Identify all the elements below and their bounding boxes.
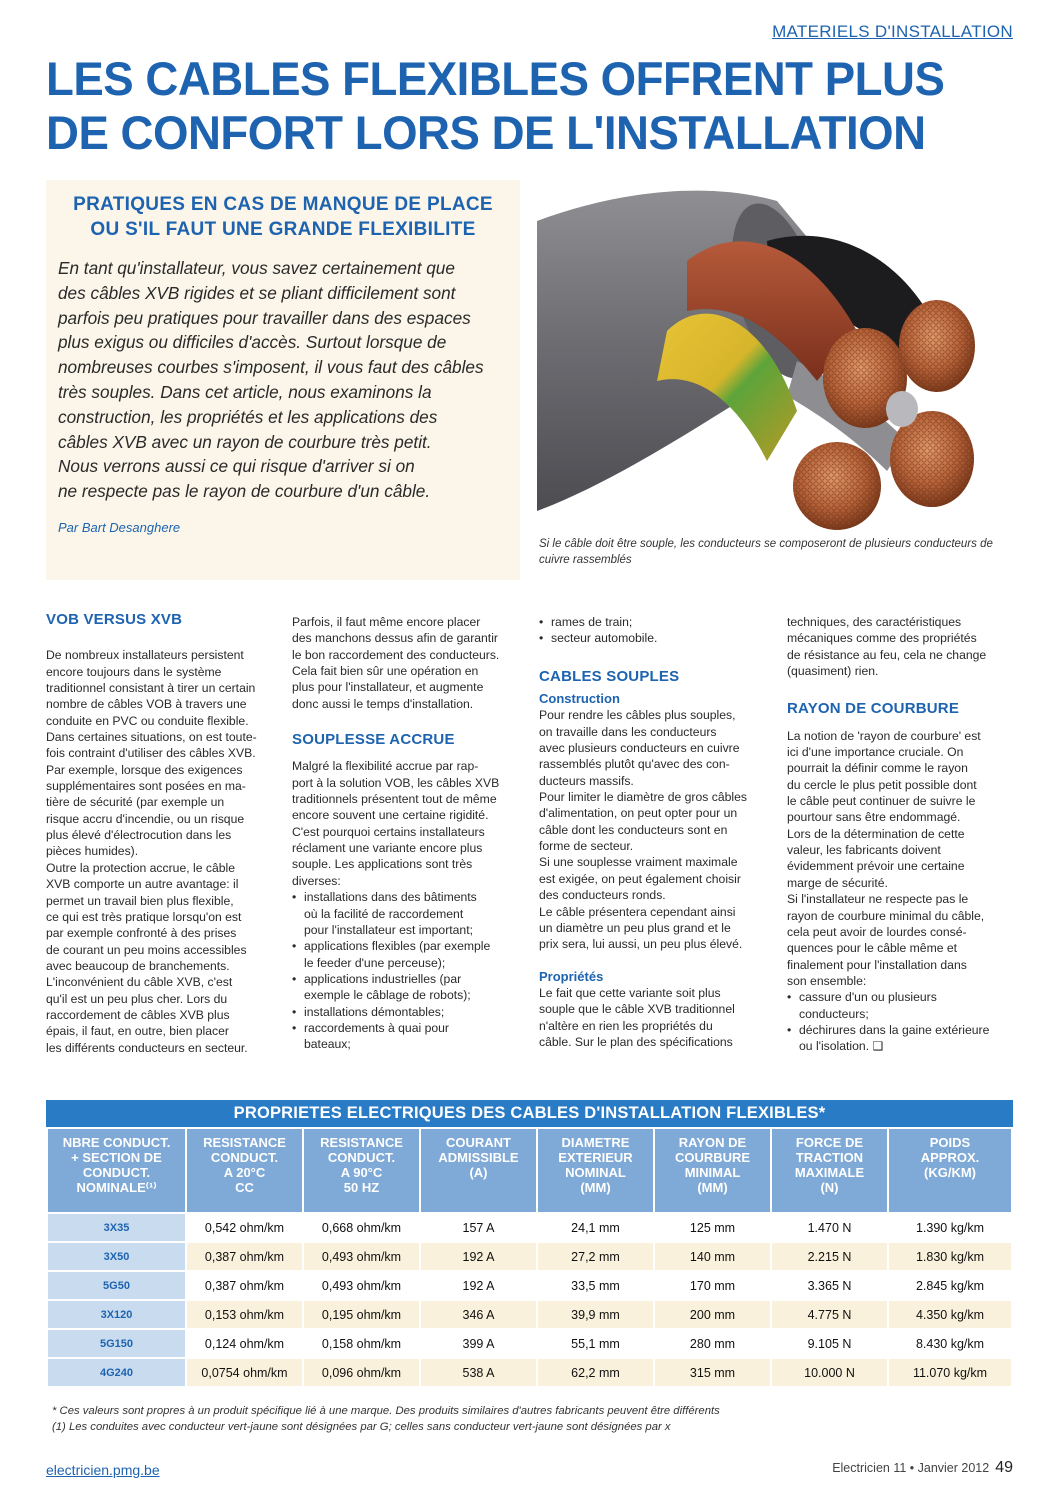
properties-grid — [46, 1127, 1013, 1388]
col4-line: valeur, les fabricants doivent — [787, 843, 941, 858]
table-cell: 0,195 ohm/km — [304, 1301, 419, 1328]
table-cell: 315 mm — [655, 1359, 770, 1386]
table-cell: 0,493 ohm/km — [304, 1243, 419, 1270]
list-item-line: • cassure d'un ou plusieurs — [799, 990, 937, 1005]
table-cell: 140 mm — [655, 1243, 770, 1270]
column-header: NBRE CONDUCT. + SECTION DE CONDUCT. NOMINALE⁽¹⁾ — [48, 1129, 185, 1212]
column-2 — [292, 614, 514, 1053]
col3-line: on travaille dans les conducteurs — [539, 724, 717, 739]
col3-line: d'alimentation, on peut opter pour un — [539, 806, 738, 821]
col2-line: plus pour l'installateur, et augmente — [292, 680, 484, 695]
table-cell: 3X50 — [48, 1243, 185, 1270]
properties-table — [46, 1100, 1013, 1388]
col1-line: plus élevé d'électrocution dans les — [46, 828, 232, 843]
col1-line: Dans certaines situations, on est toute- — [46, 730, 257, 745]
intro-title — [46, 192, 520, 242]
col1-line: qu'il est un peu plus cher. Lors du — [46, 991, 228, 1006]
col1-line: les différents conducteurs en secteur. — [46, 1040, 248, 1055]
col1-line: fois contraint d'utiliser des câbles XVB. — [46, 746, 256, 761]
col1-line: par exemple confronté à des prises — [46, 926, 237, 941]
column-header: DIAMETRE EXTERIEUR NOMINAL (MM) — [538, 1129, 653, 1212]
col2-line: traditionnels présentent tout de même — [292, 792, 497, 807]
list-item — [292, 938, 514, 971]
list-item — [292, 1004, 514, 1020]
table-cell: 399 A — [421, 1330, 536, 1357]
section-label: MATERIELS D'INSTALLATION — [772, 22, 1013, 41]
applications-list — [292, 889, 514, 1052]
col4-line: La notion de 'rayon de courbure' est — [787, 728, 981, 743]
list-item-line: bateaux; — [304, 1037, 351, 1052]
heading-souplesse-accrue: SOUPLESSE ACCRUE — [292, 731, 455, 749]
table-cell: 2.845 kg/km — [889, 1272, 1011, 1299]
col1-line: conduite en PVC ou conduite flexible. — [46, 713, 249, 728]
list-item-line: exemple le câblage de robots); — [304, 988, 471, 1003]
table-header-row — [48, 1129, 1011, 1212]
table-cell: 33,5 mm — [538, 1272, 653, 1299]
col3-line: n'altère en rien les propriétés du — [539, 1018, 713, 1033]
table-cell: 280 mm — [655, 1330, 770, 1357]
col4-line: son ensemble: — [787, 973, 867, 988]
table-cell: 5G50 — [48, 1272, 185, 1299]
col1-line: épais, il faut, en outre, bien placer — [46, 1024, 229, 1039]
table-cell: 0,0754 ohm/km — [187, 1359, 302, 1386]
col4-line: le câble peut continuer de suivre le — [787, 794, 976, 809]
list-item-line: • raccordements à quai pour — [304, 1020, 449, 1035]
col4-line: cela peut avoir de lourdes consé- — [787, 924, 967, 939]
col4-line: finalement pour l'installation dans — [787, 957, 967, 972]
col2-line: Malgré la flexibilité accrue par rap- — [292, 759, 479, 774]
list-item-line: pour l'installateur est important; — [304, 922, 473, 937]
col4-line: quences pour le câble même et — [787, 941, 958, 956]
list-item-line: ou l'isolation. ❑ — [799, 1039, 884, 1054]
col3-line: un diamètre un peu plus grand et le — [539, 920, 731, 935]
table-cell: 157 A — [421, 1214, 536, 1241]
column-header: RESISTANCE CONDUCT. A 90°C 50 HZ — [304, 1129, 419, 1212]
table-cell: 200 mm — [655, 1301, 770, 1328]
col2-line: port à la solution VOB, les câbles XVB — [292, 775, 500, 790]
table-cell: 192 A — [421, 1272, 536, 1299]
col4-line: pourrait la définir comme le rayon — [787, 761, 968, 776]
intro-line: plus exigus ou difficiles d'accès. Surtout lorsque de — [58, 332, 447, 353]
list-item-line: • installations démontables; — [304, 1004, 445, 1019]
list-item-line: • secteur automobile. — [551, 631, 658, 646]
col3-line: avec plusieurs conducteurs en cuivre — [539, 741, 740, 756]
table-title: PROPRIETES ELECTRIQUES DES CABLES D'INSTALLATION FLEXIBLES* — [46, 1100, 1013, 1127]
col1-line: traditionnel consistant à tirer un certain — [46, 681, 256, 696]
col1-line: nombre de câbles VOB à travers une — [46, 697, 247, 712]
footer-issue — [832, 1459, 1013, 1477]
list-item — [292, 971, 514, 1004]
table-cell: 538 A — [421, 1359, 536, 1386]
intro-line: ne respecte pas le rayon de courbure d'un câble. — [58, 481, 431, 502]
table-cell: 11.070 kg/km — [889, 1359, 1011, 1386]
table-cell: 4.775 N — [772, 1301, 887, 1328]
col1-line: L'inconvénient du câble XVB, c'est — [46, 975, 233, 990]
table-cell: 0,158 ohm/km — [304, 1330, 419, 1357]
col1-line: Outre la protection accrue, le câble — [46, 860, 236, 875]
list-item — [787, 1022, 1009, 1055]
table-cell: 192 A — [421, 1243, 536, 1270]
list-item-line: • applications flexibles (par exemple — [304, 939, 491, 954]
table-cell: 1.470 N — [772, 1214, 887, 1241]
table-cell: 8.430 kg/km — [889, 1330, 1011, 1357]
table-cell: 24,1 mm — [538, 1214, 653, 1241]
col1-line: permet un travail bien plus flexible, — [46, 893, 234, 908]
issue-label: Electricien 11 • Janvier 2012 — [832, 1461, 990, 1475]
col3-line: ducteurs massifs. — [539, 773, 634, 788]
col2-line: C'est pourquoi certains installateurs — [292, 824, 485, 839]
column-4 — [787, 614, 1009, 1055]
table-row — [48, 1272, 1011, 1299]
table-cell: 39,9 mm — [538, 1301, 653, 1328]
intro-title-line: PRATIQUES EN CAS DE MANQUE DE PLACE — [73, 194, 493, 215]
col4-line: pourtour sans être endommagé. — [787, 810, 961, 825]
col3-line: Si une souplesse vraiment maximale — [539, 855, 738, 870]
list-item-line: • installations dans des bâtiments — [304, 890, 477, 905]
intro-line: câbles XVB avec un rayon de courbure très petit. — [58, 431, 432, 452]
table-cell: 9.105 N — [772, 1330, 887, 1357]
table-cell: 346 A — [421, 1301, 536, 1328]
list-item — [292, 889, 514, 938]
col4-line: (quasiment) rien. — [787, 664, 879, 679]
table-cell: 2.215 N — [772, 1243, 887, 1270]
col3-line: Le câble présentera cependant ainsi — [539, 904, 736, 919]
list-item-line: où la facilité de raccordement — [304, 906, 464, 921]
col3-line: Pour rendre les câbles plus souples, — [539, 708, 736, 723]
col1-line: avec beaucoup de branchements. — [46, 958, 230, 973]
list-item — [539, 614, 761, 630]
col3-line: prix sera, lui aussi, un peu plus élevé. — [539, 937, 743, 952]
col4-line: évidemment prévoir une certaine — [787, 859, 965, 874]
table-cell: 4.350 kg/km — [889, 1301, 1011, 1328]
page-number: 49 — [995, 1459, 1013, 1476]
col1-line: risque accru d'incendie, ou un risque — [46, 811, 245, 826]
col2-line: réclament une variante encore plus — [292, 841, 483, 856]
intro-line: nombreuses courbes s'imposent, il vous faut des câbles — [58, 357, 484, 378]
intro-line: Nous verrons aussi ce qui risque d'arriver si on — [58, 456, 415, 477]
headline-line: DE CONFORT LORS DE L'INSTALLATION — [46, 106, 926, 159]
subheading-proprietes: Propriétés — [539, 968, 604, 984]
col4-line: ici d'une importance cruciale. On — [787, 745, 964, 760]
col3-line: rassemblés plutôt qu'avec des con- — [539, 757, 730, 772]
table-cell: 3.365 N — [772, 1272, 887, 1299]
list-item — [539, 630, 761, 646]
intro-line: très souples. Dans cet article, nous examinons la — [58, 381, 432, 402]
table-row — [48, 1330, 1011, 1357]
col1-line: supplémentaires sont posées en ma- — [46, 779, 246, 794]
photo-caption: Si le câble doit être souple, les conducteurs se composeront de plusieurs conducteurs de cuivre rassemblés — [539, 538, 993, 566]
col2-line: souple. Les applications sont très — [292, 857, 473, 872]
col3-line: est exigée, on peut également choisir — [539, 871, 741, 886]
headline-line: LES CABLES FLEXIBLES OFFRENT PLUS — [46, 52, 945, 105]
cable-illustration — [537, 181, 1012, 533]
list-item-line: • rames de train; — [551, 615, 633, 629]
table-cell: 0,387 ohm/km — [187, 1243, 302, 1270]
list-item-line: • applications industrielles (par — [304, 971, 462, 986]
col2-line: Parfois, il faut même encore placer — [292, 615, 481, 629]
column-3 — [539, 614, 761, 1050]
table-row — [48, 1243, 1011, 1270]
table-cell: 55,1 mm — [538, 1330, 653, 1357]
list-item-line: conducteurs; — [799, 1006, 869, 1021]
table-cell: 0,668 ohm/km — [304, 1214, 419, 1241]
col4-line: rayon de courbure minimal du câble, — [787, 908, 985, 923]
intro-title-line: OU S'IL FAUT UNE GRANDE FLEXIBILITE — [90, 219, 476, 240]
subheading-construction: Construction — [539, 691, 620, 707]
table-cell: 125 mm — [655, 1214, 770, 1241]
intro-line: En tant qu'installateur, vous savez certainement que — [58, 258, 455, 278]
col2-line: des manchons dessus afin de garantir — [292, 631, 498, 646]
col3-line: forme de secteur. — [539, 839, 634, 854]
column-header: RESISTANCE CONDUCT. A 20°C CC — [187, 1129, 302, 1212]
col3-line: câble. Sur le plan des spécifications — [539, 1034, 733, 1049]
col1-line: pièces humides). — [46, 844, 139, 859]
col2-line: le bon raccordement des conducteurs. — [292, 647, 500, 662]
col1-line: Par exemple, lorsque des exigences — [46, 762, 243, 777]
note: * Ces valeurs sont propres à un produit spécifique lié à une marque. Des produits similaires d'autres fabricants peuvent être différents — [52, 1405, 720, 1417]
table-cell: 27,2 mm — [538, 1243, 653, 1270]
heading-rayon-de-courbure: RAYON DE COURBURE — [787, 700, 960, 718]
heading-cables-souples: CABLES SOUPLES — [539, 667, 680, 685]
table-cell: 0,124 ohm/km — [187, 1330, 302, 1357]
col3-line: câble dont les conducteurs sont en — [539, 822, 728, 837]
table-cell: 0,387 ohm/km — [187, 1272, 302, 1299]
col2-line: encore souvent une certaine rigidité. — [292, 808, 489, 823]
byline: Par Bart Desanghere — [58, 520, 181, 535]
table-cell: 1.830 kg/km — [889, 1243, 1011, 1270]
list-item — [787, 989, 1009, 1022]
intro-line: des câbles XVB rigides et se pliant difficilement sont — [58, 282, 456, 303]
cable-photo — [537, 181, 1012, 533]
table-row — [48, 1301, 1011, 1328]
headline — [46, 52, 997, 160]
col1-line: de courant un peu moins accessibles — [46, 942, 247, 957]
table-cell: 3X35 — [48, 1214, 185, 1241]
table-cell: 10.000 N — [772, 1359, 887, 1386]
column-1 — [46, 612, 268, 1056]
col4-line: techniques, des caractéristiques — [787, 615, 962, 629]
col1-line: tière de sécurité (par exemple un — [46, 795, 225, 810]
col1-line: ce qui est très pratique lorsqu'on est — [46, 909, 242, 924]
list-item-line: le feeder d'une perceuse); — [304, 955, 446, 970]
col2-line: diverses: — [292, 873, 341, 888]
table-cell: 5G150 — [48, 1330, 185, 1357]
column-header: RAYON DE COURBURE MINIMAL (MM) — [655, 1129, 770, 1212]
applications-list-continued — [539, 614, 761, 647]
table-cell: 0,493 ohm/km — [304, 1272, 419, 1299]
column-header: COURANT ADMISSIBLE (A) — [421, 1129, 536, 1212]
col4-line: marge de sécurité. — [787, 875, 888, 890]
table-row — [48, 1214, 1011, 1241]
col2-line: Cela fait bien sûr une opération en — [292, 664, 479, 679]
intro-box — [46, 180, 520, 580]
table-cell: 3X120 — [48, 1301, 185, 1328]
table-cell: 62,2 mm — [538, 1359, 653, 1386]
list-item-line: • déchirures dans la gaine extérieure — [799, 1022, 990, 1037]
col3-line: des conducteurs ronds. — [539, 888, 666, 903]
col1-line: XVB comporte un autre avantage: il — [46, 877, 239, 892]
col4-line: de résistance au feu, cela ne change — [787, 647, 987, 662]
consequences-list — [787, 989, 1009, 1054]
col4-line: Lors de la détermination de cette — [787, 826, 965, 841]
col3-line: Le fait que cette variante soit plus — [539, 985, 721, 1000]
intro-line: parfois peu pratiques pour travailler dans des espaces — [58, 307, 471, 328]
footer-site-link[interactable]: electricien.pmg.be — [46, 1462, 160, 1478]
col4-line: Si l'installateur ne respecte pas le — [787, 892, 969, 907]
table-row — [48, 1359, 1011, 1386]
column-header: POIDS APPROX. (KG/KM) — [889, 1129, 1011, 1212]
table-cell: 170 mm — [655, 1272, 770, 1299]
col3-line: Pour limiter le diamètre de gros câbles — [539, 790, 747, 805]
table-cell: 0,542 ohm/km — [187, 1214, 302, 1241]
list-item — [292, 1020, 514, 1053]
col1-line: raccordement de câbles XVB plus — [46, 1007, 230, 1022]
table-cell: 4G240 — [48, 1359, 185, 1386]
col4-line: mécaniques comme des propriétés — [787, 631, 977, 646]
column-header: FORCE DE TRACTION MAXIMALE (N) — [772, 1129, 887, 1212]
intro-text — [58, 256, 514, 504]
col1-line: encore toujours dans le système — [46, 664, 222, 679]
table-cell: 0,153 ohm/km — [187, 1301, 302, 1328]
col4-line: du cercle le plus petit possible dont — [787, 777, 977, 792]
table-cell: 1.390 kg/km — [889, 1214, 1011, 1241]
intro-line: construction, les propriétés et les applications des — [58, 406, 438, 427]
table-notes — [52, 1403, 720, 1435]
note: (1) Les conduites avec conducteur vert-jaune sont désignées par G; celles sans conducteur vert-jaune sont désignées par x — [52, 1421, 671, 1433]
col2-line: donc aussi le temps d'installation. — [292, 696, 474, 711]
heading-vob-versus-xvb: VOB VERSUS XVB — [46, 611, 183, 628]
table-cell: 0,096 ohm/km — [304, 1359, 419, 1386]
col1-line: De nombreux installateurs persistent — [46, 648, 244, 663]
col3-line: souple que le câble XVB traditionnel — [539, 1002, 735, 1017]
